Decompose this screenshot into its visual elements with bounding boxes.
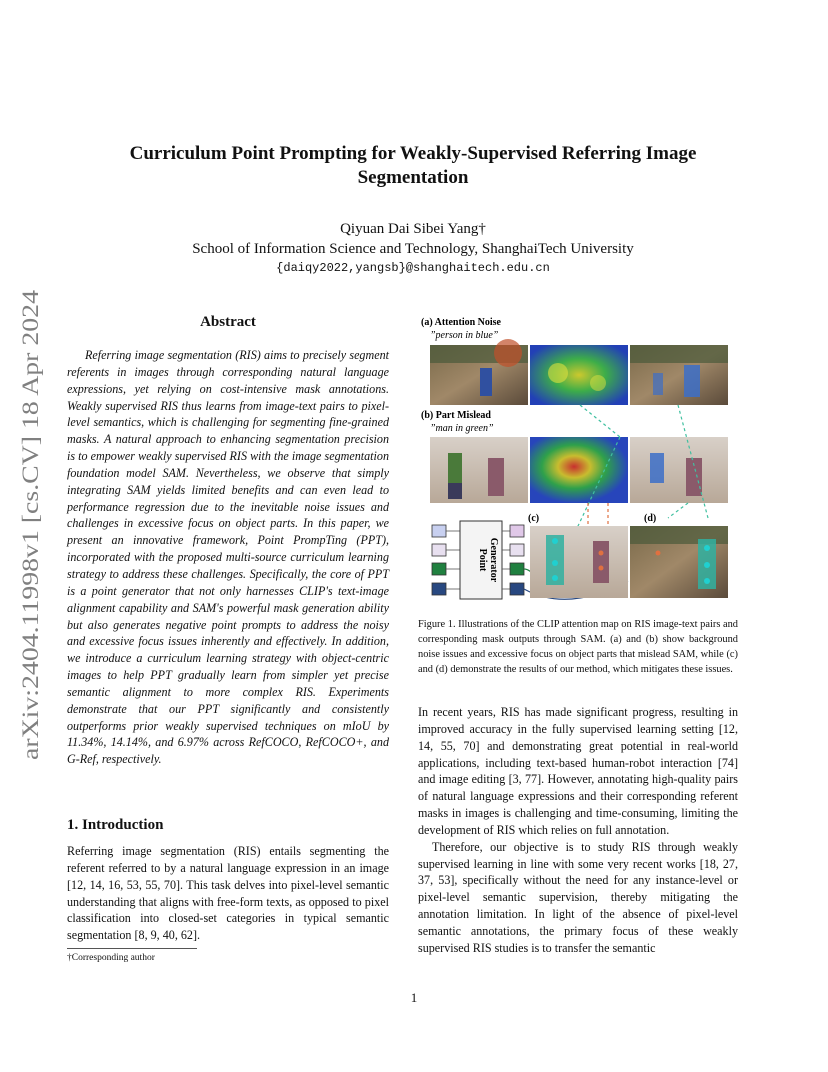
- title-line-1: Curriculum Point Prompting for Weakly-Supervised Referring Image: [129, 143, 697, 164]
- abstract-text: Referring image segmentation (RIS) aims to precisely segment referents in images through corresponding natural language expressions, yet relying on cost-intensive mask annotations. Weakly supervised RIS thus learns from image-text pairs to pixel-level semantics, which is challenging for segmenting fine-grained masks. A natural approach to enhancing segmentation precision is to empower weakly supervised RIS with the image segmentation foundation model SAM. Nevertheless, we observe that simply integrating SAM yields limited benefits and can even lead to performance regression due to the inevitable noise issues and challenges in excessive focus on object parts. In this paper, we present an innovative framework, Point PrompTing (PPT), incorporated with the proposed multi-source curriculum learning strategy to address these challenges. Specifically, the core of PPT is a point generator that not only harnesses CLIP's text-image alignment capability and SAM's powerful mask generation ability but also generates negative point prompts to address the noisy and excessive focus issues inherently and effectively. In addition, we introduce a curriculum learning strategy with object-centric images to help PPT gradually learn from simpler yet precise semantic alignment to more complex RIS. Experiments demonstrate that our PPT significantly and consistently outperforms prior weakly supervised techniques on mIoU by 11.34%, 14.14%, and 6.97% across RefCOCO, RefCOCO+, and G-Ref, respectively.: [67, 348, 389, 767]
- title-line-2: Segmentation: [357, 167, 469, 188]
- figure-caption: Figure 1. Illustrations of the CLIP attention map on RIS image-text pairs and corresponding mask outputs through SAM. (a) and (b) show background noise issues and excessive focus on object parts that mislead SAM, while (c) and (d) demonstrate the results of our method, which mitigates these issues.: [418, 619, 738, 676]
- fig-label-b: (b) Part Mislead: [421, 410, 491, 421]
- result-c-image: [530, 526, 628, 598]
- paper-title: [90, 142, 736, 190]
- row-cd-images: [530, 526, 728, 598]
- section-heading: 1. Introduction: [67, 817, 164, 833]
- fig-quote-a: ”person in blue”: [430, 330, 499, 341]
- row-b-images: [430, 437, 728, 503]
- right-paragraph-2: Therefore, our objective is to study RIS through weakly supervised learning in line with some very recent works [18, 27, 37, 53], specifically without the need for any instance-level or pixel-level semantic supervision, thereby mitigating the annotation limitation. In light of the absence of pixel-level semantic annotations, the primary focus of these weakly supervised RIS studies is to transfer the semantic: [418, 839, 738, 955]
- fig-label-d: (d): [644, 513, 657, 524]
- footnote: †Corresponding author: [67, 953, 155, 963]
- row-b-mask: [630, 437, 728, 503]
- affiliation: School of Information Science and Technology, ShanghaiTech University: [192, 241, 634, 257]
- row-a-images: [430, 339, 728, 405]
- point-generator-label-1: Point: [477, 548, 488, 572]
- arxiv-stamp-text: arXiv:2404.11998v1 [cs.CV] 18 Apr 2024: [20, 371, 43, 760]
- arxiv-stamp: [20, 285, 44, 760]
- right-column-body: [418, 704, 738, 957]
- fig-quote-b: ”man in green”: [430, 423, 494, 434]
- intro-text: Referring image segmentation (RIS) entails segmenting the referent referred to by a natural language expression in an image [12, 14, 16, 53, 55, 70]. This task delves into pixel-level semantic understanding that aligns with free-form texts, as opposed to pixel classification into closed-set categories in typical semantic segmentation [8, 9, 40, 62].: [67, 844, 389, 943]
- page-number: 1: [410, 990, 418, 1005]
- right-paragraph-1: In recent years, RIS has made significant progress, resulting in improved accuracy in the fully supervised learning setting [12, 14, 55, 70] and demonstrating great potential in real-world applications, including text-based human-robot interaction [74] and image editing [3, 77]. However, annotating high-quality pairs of natural language expressions and their corresponding referent masks in images is challenging and time-consuming, limiting the development of RIS which relies on full annotation.: [418, 705, 738, 837]
- row-b-photo: [430, 437, 528, 503]
- authors: Qiyuan Dai Sibei Yang†: [340, 221, 486, 237]
- figure-1: [418, 313, 738, 607]
- abstract-body: [67, 347, 389, 768]
- figure-1-graphic: [418, 313, 738, 607]
- intro-body: [67, 843, 389, 944]
- footnote-rule: [67, 948, 197, 949]
- fig-label-c: (c): [528, 513, 540, 524]
- abstract-heading: Abstract: [200, 314, 256, 330]
- email: {daiqy2022,yangsb}@shanghaitech.edu.cn: [276, 261, 550, 275]
- point-generator-label-2: Generator: [488, 537, 499, 583]
- fig-label-a: (a) Attention Noise: [421, 317, 501, 328]
